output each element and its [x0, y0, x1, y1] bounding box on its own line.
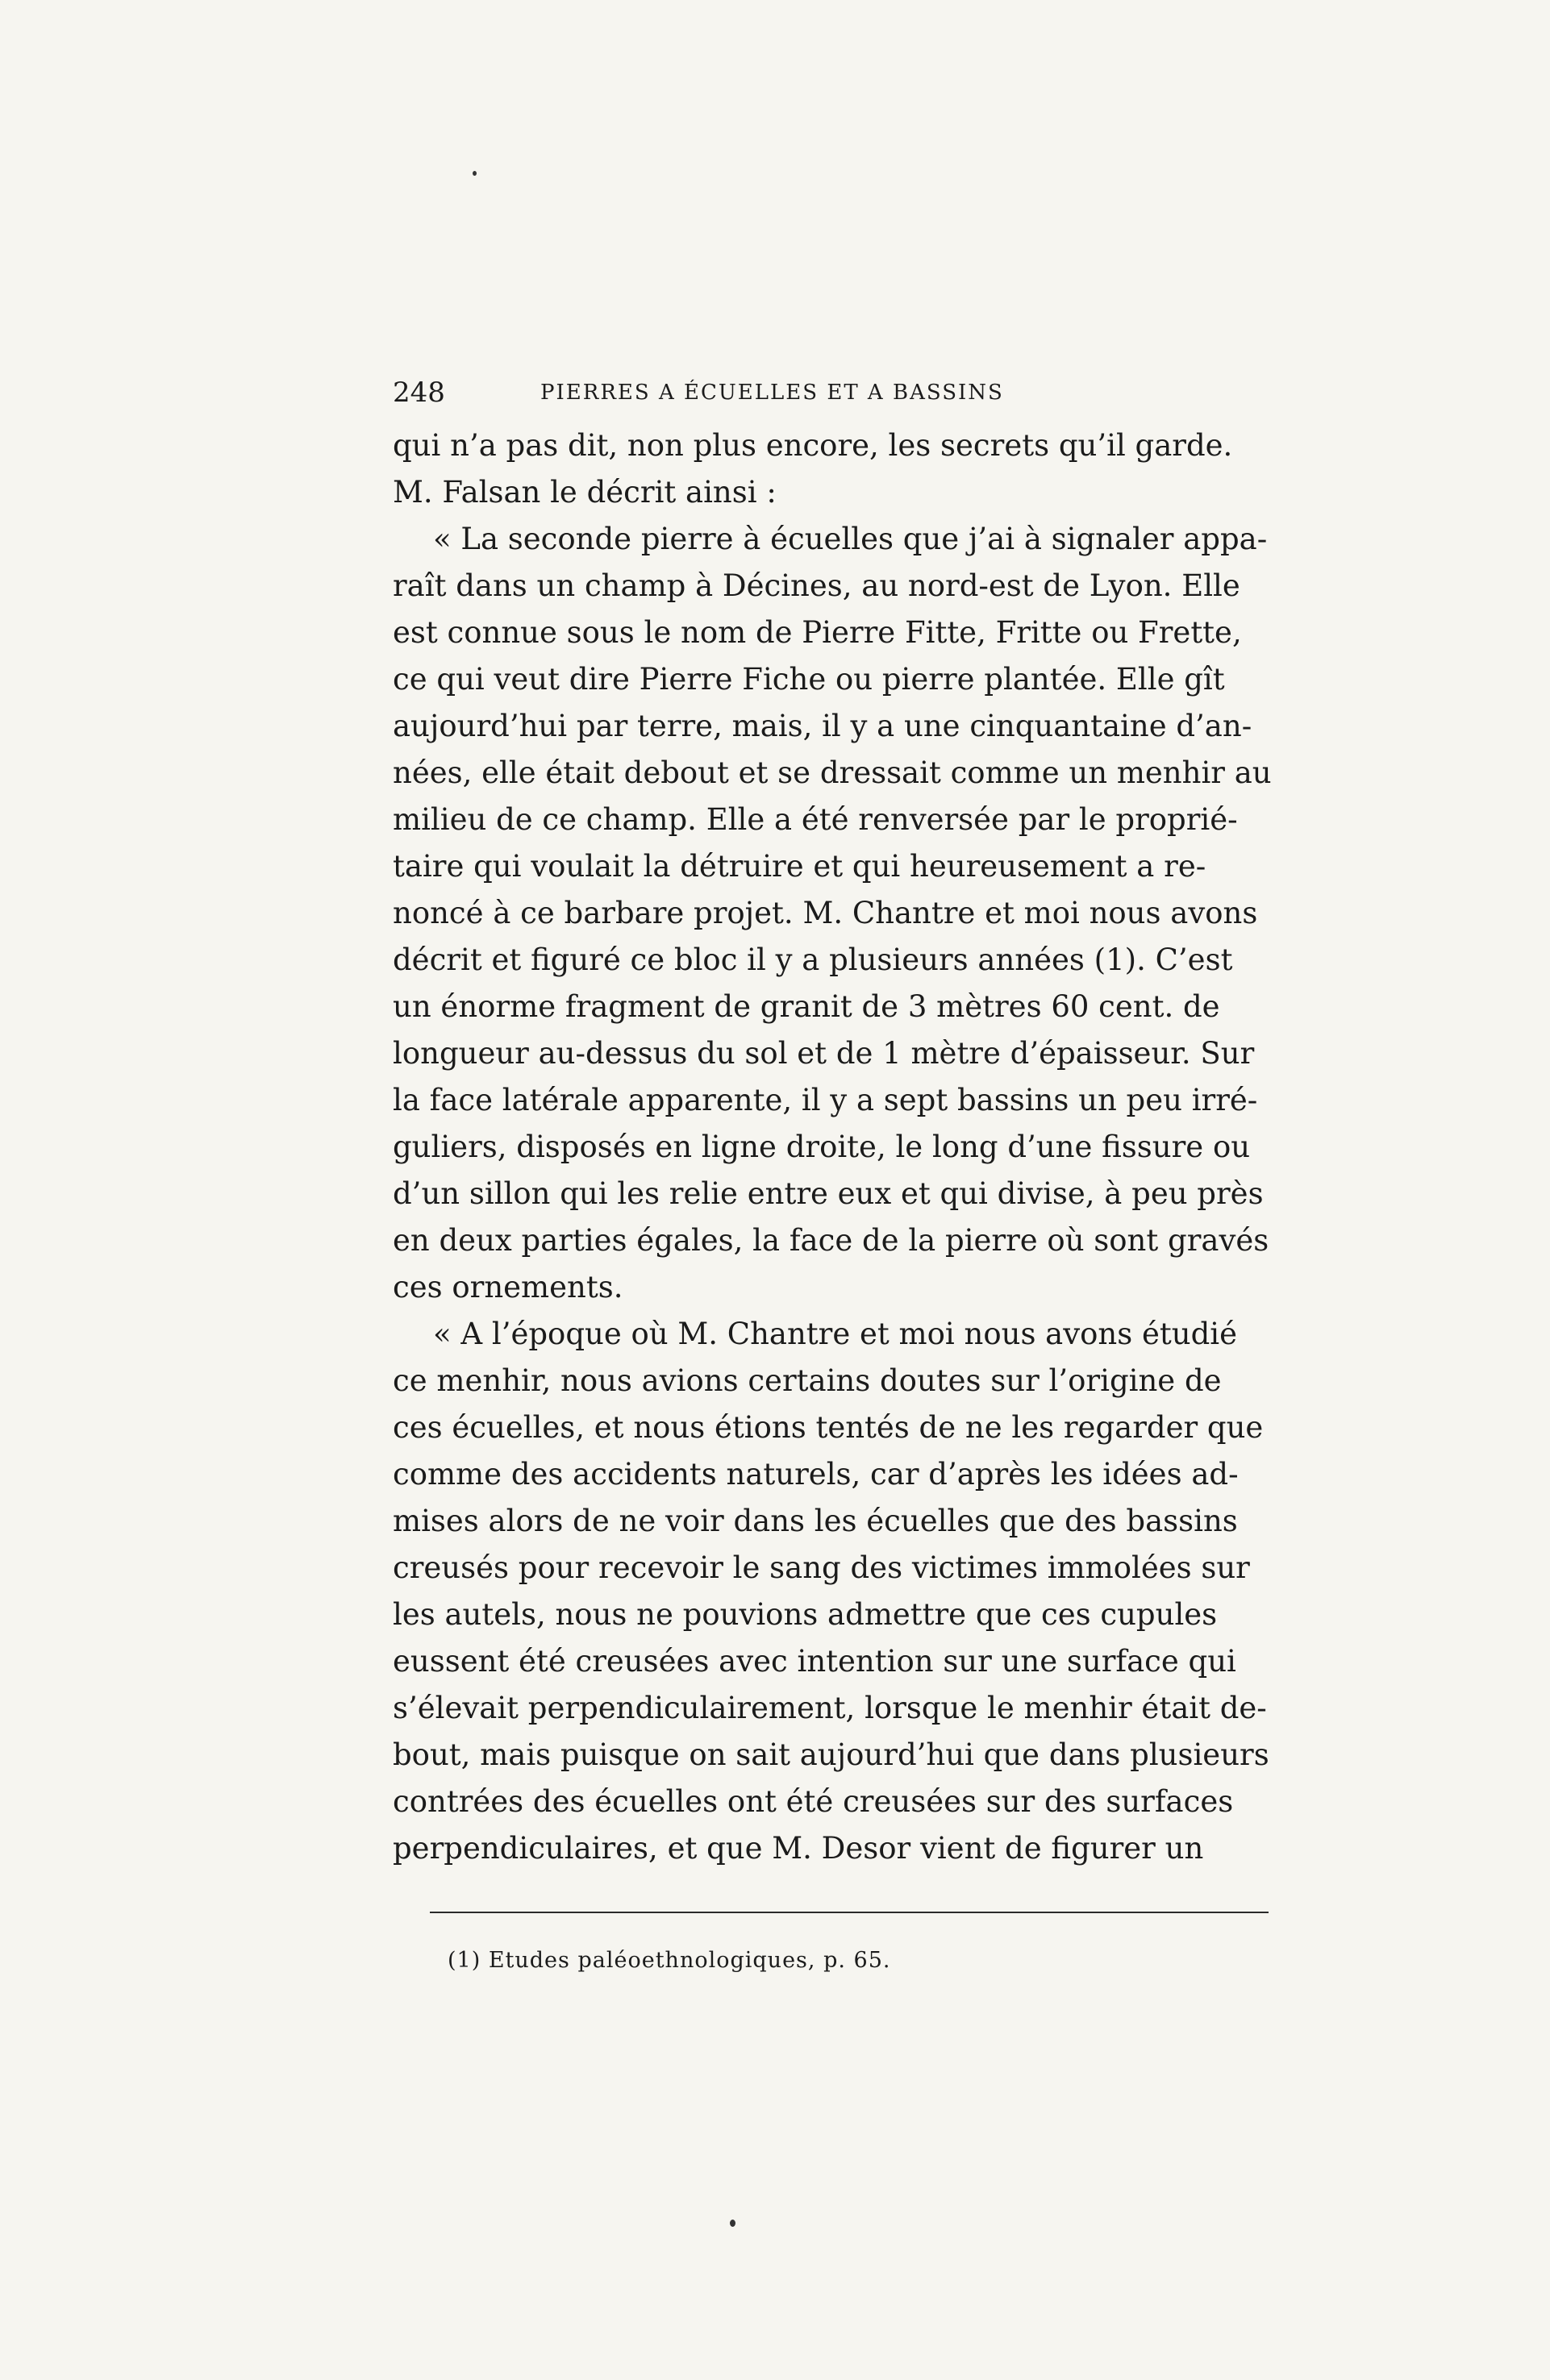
text-line: comme des accidents naturels, car d’après les idées ad-: [393, 1457, 1239, 1492]
text-line: perpendiculaires, et que M. Desor vient de figurer un: [393, 1831, 1204, 1866]
text-line: ce menhir, nous avions certains doutes sur l’origine de: [393, 1363, 1222, 1398]
text-line: taire qui voulait la détruire et qui heureusement a re-: [393, 849, 1206, 884]
footnote-divider: [430, 1912, 1269, 1913]
text-line: « La seconde pierre à écuelles que j’ai à signaler appa-: [433, 522, 1268, 556]
page-number: 248: [393, 377, 445, 409]
text-line: ces ornements.: [393, 1270, 623, 1304]
text-line: milieu de ce champ. Elle a été renversée par le proprié-: [393, 802, 1238, 837]
footnote: (1) Etudes paléoethnologiques, p. 65.: [448, 1948, 891, 1973]
text-line: M. Falsan le décrit ainsi :: [393, 475, 777, 510]
text-line: creusés pour recevoir le sang des victimes immolées sur: [393, 1550, 1250, 1585]
text-line: un énorme fragment de granit de 3 mètres 60 cent. de: [393, 989, 1220, 1024]
text-line: noncé à ce barbare projet. M. Chantre et moi nous avons: [393, 896, 1258, 930]
text-line: en deux parties égales, la face de la pierre où sont gravés: [393, 1223, 1269, 1258]
text-line: nées, elle était debout et se dressait comme un menhir au: [393, 755, 1272, 790]
text-line: raît dans un champ à Décines, au nord-est de Lyon. Elle: [393, 568, 1240, 603]
text-line: contrées des écuelles ont été creusées sur des surfaces: [393, 1784, 1234, 1819]
text-line: « A l’époque où M. Chantre et moi nous avons étudié: [433, 1317, 1238, 1351]
text-line: eussent été creusées avec intention sur une surface qui: [393, 1644, 1236, 1679]
text-line: ce qui veut dire Pierre Fiche ou pierre plantée. Elle gît: [393, 662, 1225, 697]
text-line: longueur au-dessus du sol et de 1 mètre d’épaisseur. Sur: [393, 1036, 1255, 1071]
text-line: mises alors de ne voir dans les écuelles que des bassins: [393, 1504, 1238, 1538]
text-line: la face latérale apparente, il y a sept bassins un peu irré-: [393, 1083, 1258, 1117]
text-line: d’un sillon qui les relie entre eux et qui divise, à peu près: [393, 1176, 1264, 1211]
text-line: guliers, disposés en ligne droite, le long d’une fissure ou: [393, 1130, 1251, 1164]
text-line: bout, mais puisque on sait aujourd’hui que dans plusieurs: [393, 1737, 1269, 1772]
running-title: PIERRES A ÉCUELLES ET A BASSINS: [540, 381, 1004, 405]
text-line: les autels, nous ne pouvions admettre que ces cupules: [393, 1597, 1218, 1632]
text-line: s’élevait perpendiculairement, lorsque le menhir était de-: [393, 1691, 1267, 1725]
text-line: ces écuelles, et nous étions tentés de ne les regarder que: [393, 1410, 1264, 1445]
text-line: décrit et figuré ce bloc il y a plusieurs années (1). C’est: [393, 942, 1233, 977]
ink-speck: [730, 2220, 735, 2227]
text-line: aujourd’hui par terre, mais, il y a une cinquantaine d’an-: [393, 709, 1252, 743]
page-header: [393, 372, 1280, 413]
text-line: qui n’a pas dit, non plus encore, les secrets qu’il garde.: [393, 428, 1233, 463]
text-line: est connue sous le nom de Pierre Fitte, Fritte ou Frette,: [393, 615, 1242, 650]
ink-speck: [473, 171, 477, 176]
